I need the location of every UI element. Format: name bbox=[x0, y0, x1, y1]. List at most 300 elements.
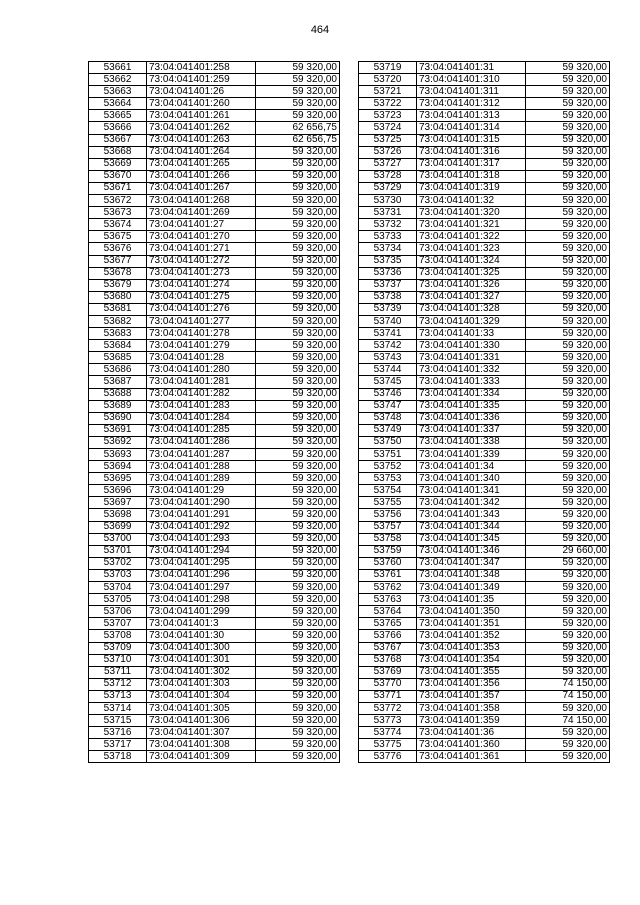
row-number-cell: 53741 bbox=[359, 328, 417, 340]
cadastral-number-cell: 73:04:041401:260 bbox=[147, 98, 256, 110]
table-row bbox=[89, 231, 340, 243]
row-number-cell: 53711 bbox=[89, 666, 147, 678]
cadastral-number-cell: 73:04:041401:262 bbox=[147, 122, 256, 134]
cadastral-number-cell: 73:04:041401:357 bbox=[417, 690, 526, 702]
table-row bbox=[89, 606, 340, 618]
row-number-cell: 53691 bbox=[89, 424, 147, 436]
row-number-cell: 53737 bbox=[359, 279, 417, 291]
cadastral-number-cell: 73:04:041401:349 bbox=[417, 582, 526, 594]
table-row bbox=[359, 255, 610, 267]
row-number-cell: 53726 bbox=[359, 146, 417, 158]
value-cell: 59 320,00 bbox=[526, 195, 610, 207]
row-number-cell: 53722 bbox=[359, 98, 417, 110]
row-number-cell: 53754 bbox=[359, 485, 417, 497]
table-row bbox=[89, 449, 340, 461]
row-number-cell: 53687 bbox=[89, 376, 147, 388]
right-register-table bbox=[358, 61, 610, 763]
value-cell: 59 320,00 bbox=[256, 678, 340, 690]
cadastral-number-cell: 73:04:041401:345 bbox=[417, 533, 526, 545]
value-cell: 59 320,00 bbox=[256, 461, 340, 473]
value-cell: 59 320,00 bbox=[526, 497, 610, 509]
value-cell: 59 320,00 bbox=[526, 461, 610, 473]
cadastral-number-cell: 73:04:041401:259 bbox=[147, 74, 256, 86]
table-row bbox=[359, 328, 610, 340]
value-cell: 62 656,75 bbox=[256, 122, 340, 134]
cadastral-number-cell: 73:04:041401:330 bbox=[417, 340, 526, 352]
row-number-cell: 53770 bbox=[359, 678, 417, 690]
table-row bbox=[89, 485, 340, 497]
table-row bbox=[89, 352, 340, 364]
cadastral-number-cell: 73:04:041401:272 bbox=[147, 255, 256, 267]
row-number-cell: 53676 bbox=[89, 243, 147, 255]
value-cell: 59 320,00 bbox=[526, 727, 610, 739]
table-row bbox=[359, 654, 610, 666]
table-row bbox=[359, 74, 610, 86]
cadastral-number-cell: 73:04:041401:347 bbox=[417, 557, 526, 569]
value-cell: 59 320,00 bbox=[526, 182, 610, 194]
cadastral-number-cell: 73:04:041401:30 bbox=[147, 630, 256, 642]
cadastral-number-cell: 73:04:041401:261 bbox=[147, 110, 256, 122]
row-number-cell: 53670 bbox=[89, 170, 147, 182]
row-number-cell: 53775 bbox=[359, 739, 417, 751]
row-number-cell: 53707 bbox=[89, 618, 147, 630]
table-row bbox=[359, 231, 610, 243]
value-cell: 59 320,00 bbox=[526, 243, 610, 255]
cadastral-number-cell: 73:04:041401:276 bbox=[147, 303, 256, 315]
value-cell: 59 320,00 bbox=[256, 666, 340, 678]
cadastral-number-cell: 73:04:041401:338 bbox=[417, 436, 526, 448]
value-cell: 59 320,00 bbox=[526, 122, 610, 134]
row-number-cell: 53705 bbox=[89, 594, 147, 606]
value-cell: 59 320,00 bbox=[526, 642, 610, 654]
cadastral-number-cell: 73:04:041401:343 bbox=[417, 509, 526, 521]
row-number-cell: 53733 bbox=[359, 231, 417, 243]
value-cell: 59 320,00 bbox=[256, 654, 340, 666]
cadastral-number-cell: 73:04:041401:274 bbox=[147, 279, 256, 291]
cadastral-number-cell: 73:04:041401:284 bbox=[147, 412, 256, 424]
value-cell: 59 320,00 bbox=[256, 436, 340, 448]
value-cell: 59 320,00 bbox=[526, 449, 610, 461]
row-number-cell: 53755 bbox=[359, 497, 417, 509]
table-row bbox=[89, 739, 340, 751]
value-cell: 59 320,00 bbox=[526, 291, 610, 303]
row-number-cell: 53696 bbox=[89, 485, 147, 497]
table-row bbox=[359, 86, 610, 98]
table-row bbox=[89, 497, 340, 509]
cadastral-number-cell: 73:04:041401:267 bbox=[147, 182, 256, 194]
cadastral-number-cell: 73:04:041401:27 bbox=[147, 219, 256, 231]
value-cell: 59 320,00 bbox=[526, 255, 610, 267]
table-row bbox=[89, 74, 340, 86]
table-row bbox=[89, 291, 340, 303]
value-cell: 59 320,00 bbox=[526, 352, 610, 364]
value-cell: 59 320,00 bbox=[526, 86, 610, 98]
value-cell: 59 320,00 bbox=[256, 727, 340, 739]
row-number-cell: 53704 bbox=[89, 582, 147, 594]
table-row bbox=[89, 702, 340, 714]
value-cell: 74 150,00 bbox=[526, 690, 610, 702]
table-row bbox=[89, 98, 340, 110]
cadastral-number-cell: 73:04:041401:322 bbox=[417, 231, 526, 243]
row-number-cell: 53714 bbox=[89, 702, 147, 714]
table-row bbox=[359, 606, 610, 618]
cadastral-number-cell: 73:04:041401:270 bbox=[147, 231, 256, 243]
row-number-cell: 53679 bbox=[89, 279, 147, 291]
table-row bbox=[89, 654, 340, 666]
value-cell: 59 320,00 bbox=[256, 569, 340, 581]
cadastral-number-cell: 73:04:041401:280 bbox=[147, 364, 256, 376]
row-number-cell: 53728 bbox=[359, 170, 417, 182]
table-row bbox=[359, 158, 610, 170]
cadastral-number-cell: 73:04:041401:340 bbox=[417, 473, 526, 485]
row-number-cell: 53667 bbox=[89, 134, 147, 146]
row-number-cell: 53765 bbox=[359, 618, 417, 630]
row-number-cell: 53694 bbox=[89, 461, 147, 473]
value-cell: 59 320,00 bbox=[526, 158, 610, 170]
table-row bbox=[359, 739, 610, 751]
table-row bbox=[359, 751, 610, 763]
value-cell: 59 320,00 bbox=[256, 195, 340, 207]
row-number-cell: 53719 bbox=[359, 62, 417, 74]
value-cell: 59 320,00 bbox=[526, 702, 610, 714]
table-row bbox=[359, 533, 610, 545]
value-cell: 74 150,00 bbox=[526, 678, 610, 690]
row-number-cell: 53747 bbox=[359, 400, 417, 412]
row-number-cell: 53757 bbox=[359, 521, 417, 533]
value-cell: 59 320,00 bbox=[256, 557, 340, 569]
row-number-cell: 53752 bbox=[359, 461, 417, 473]
cadastral-number-cell: 73:04:041401:29 bbox=[147, 485, 256, 497]
table-row bbox=[89, 715, 340, 727]
value-cell: 59 320,00 bbox=[256, 630, 340, 642]
cadastral-number-cell: 73:04:041401:296 bbox=[147, 569, 256, 581]
value-cell: 59 320,00 bbox=[526, 739, 610, 751]
cadastral-number-cell: 73:04:041401:331 bbox=[417, 352, 526, 364]
cadastral-number-cell: 73:04:041401:273 bbox=[147, 267, 256, 279]
value-cell: 59 320,00 bbox=[256, 424, 340, 436]
cadastral-number-cell: 73:04:041401:292 bbox=[147, 521, 256, 533]
value-cell: 59 320,00 bbox=[256, 352, 340, 364]
row-number-cell: 53664 bbox=[89, 98, 147, 110]
cadastral-number-cell: 73:04:041401:283 bbox=[147, 400, 256, 412]
cadastral-number-cell: 73:04:041401:328 bbox=[417, 303, 526, 315]
row-number-cell: 53735 bbox=[359, 255, 417, 267]
cadastral-number-cell: 73:04:041401:266 bbox=[147, 170, 256, 182]
row-number-cell: 53776 bbox=[359, 751, 417, 763]
value-cell: 59 320,00 bbox=[526, 315, 610, 327]
row-number-cell: 53715 bbox=[89, 715, 147, 727]
table-row bbox=[359, 352, 610, 364]
value-cell: 59 320,00 bbox=[256, 412, 340, 424]
table-row bbox=[359, 182, 610, 194]
cadastral-number-cell: 73:04:041401:300 bbox=[147, 642, 256, 654]
table-row bbox=[359, 291, 610, 303]
value-cell: 59 320,00 bbox=[256, 376, 340, 388]
table-row bbox=[359, 569, 610, 581]
row-number-cell: 53675 bbox=[89, 231, 147, 243]
value-cell: 59 320,00 bbox=[526, 340, 610, 352]
value-cell: 59 320,00 bbox=[256, 146, 340, 158]
cadastral-number-cell: 73:04:041401:348 bbox=[417, 569, 526, 581]
cadastral-number-cell: 73:04:041401:290 bbox=[147, 497, 256, 509]
table-row bbox=[89, 690, 340, 702]
table-row bbox=[359, 122, 610, 134]
value-cell: 59 320,00 bbox=[526, 485, 610, 497]
cadastral-number-cell: 73:04:041401:278 bbox=[147, 328, 256, 340]
row-number-cell: 53709 bbox=[89, 642, 147, 654]
table-row bbox=[89, 376, 340, 388]
table-row bbox=[89, 412, 340, 424]
cadastral-number-cell: 73:04:041401:35 bbox=[417, 594, 526, 606]
cadastral-number-cell: 73:04:041401:294 bbox=[147, 545, 256, 557]
value-cell: 59 320,00 bbox=[256, 739, 340, 751]
value-cell: 59 320,00 bbox=[526, 400, 610, 412]
table-row bbox=[89, 727, 340, 739]
cadastral-number-cell: 73:04:041401:358 bbox=[417, 702, 526, 714]
value-cell: 59 320,00 bbox=[256, 219, 340, 231]
value-cell: 59 320,00 bbox=[256, 545, 340, 557]
table-row bbox=[89, 545, 340, 557]
row-number-cell: 53744 bbox=[359, 364, 417, 376]
table-row bbox=[89, 146, 340, 158]
cadastral-number-cell: 73:04:041401:332 bbox=[417, 364, 526, 376]
row-number-cell: 53678 bbox=[89, 267, 147, 279]
cadastral-number-cell: 73:04:041401:318 bbox=[417, 170, 526, 182]
row-number-cell: 53708 bbox=[89, 630, 147, 642]
cadastral-number-cell: 73:04:041401:277 bbox=[147, 315, 256, 327]
value-cell: 59 320,00 bbox=[256, 509, 340, 521]
table-row bbox=[359, 509, 610, 521]
row-number-cell: 53743 bbox=[359, 352, 417, 364]
value-cell: 59 320,00 bbox=[256, 388, 340, 400]
row-number-cell: 53692 bbox=[89, 436, 147, 448]
row-number-cell: 53706 bbox=[89, 606, 147, 618]
table-row bbox=[359, 702, 610, 714]
cadastral-number-cell: 73:04:041401:344 bbox=[417, 521, 526, 533]
table-row bbox=[89, 255, 340, 267]
value-cell: 59 320,00 bbox=[526, 594, 610, 606]
row-number-cell: 53669 bbox=[89, 158, 147, 170]
value-cell: 59 320,00 bbox=[256, 521, 340, 533]
value-cell: 59 320,00 bbox=[526, 436, 610, 448]
table-row bbox=[89, 618, 340, 630]
table-row bbox=[89, 328, 340, 340]
table-row bbox=[359, 62, 610, 74]
cadastral-number-cell: 73:04:041401:34 bbox=[417, 461, 526, 473]
value-cell: 59 320,00 bbox=[526, 62, 610, 74]
table-row bbox=[89, 751, 340, 763]
cadastral-number-cell: 73:04:041401:263 bbox=[147, 134, 256, 146]
row-number-cell: 53717 bbox=[89, 739, 147, 751]
row-number-cell: 53740 bbox=[359, 315, 417, 327]
table-row bbox=[89, 388, 340, 400]
table-row bbox=[359, 642, 610, 654]
table-row bbox=[359, 727, 610, 739]
cadastral-number-cell: 73:04:041401:301 bbox=[147, 654, 256, 666]
cadastral-number-cell: 73:04:041401:320 bbox=[417, 207, 526, 219]
table-row bbox=[89, 62, 340, 74]
row-number-cell: 53764 bbox=[359, 606, 417, 618]
row-number-cell: 53758 bbox=[359, 533, 417, 545]
table-row bbox=[359, 400, 610, 412]
value-cell: 59 320,00 bbox=[526, 509, 610, 521]
value-cell: 59 320,00 bbox=[526, 110, 610, 122]
row-number-cell: 53699 bbox=[89, 521, 147, 533]
left-register-table bbox=[88, 61, 340, 763]
row-number-cell: 53727 bbox=[359, 158, 417, 170]
row-number-cell: 53756 bbox=[359, 509, 417, 521]
cadastral-number-cell: 73:04:041401:281 bbox=[147, 376, 256, 388]
table-row bbox=[359, 110, 610, 122]
row-number-cell: 53748 bbox=[359, 412, 417, 424]
cadastral-number-cell: 73:04:041401:346 bbox=[417, 545, 526, 557]
row-number-cell: 53680 bbox=[89, 291, 147, 303]
value-cell: 59 320,00 bbox=[256, 182, 340, 194]
table-row bbox=[89, 582, 340, 594]
table-row bbox=[89, 158, 340, 170]
value-cell: 29 660,00 bbox=[526, 545, 610, 557]
table-row bbox=[89, 207, 340, 219]
cadastral-number-cell: 73:04:041401:315 bbox=[417, 134, 526, 146]
row-number-cell: 53697 bbox=[89, 497, 147, 509]
cadastral-number-cell: 73:04:041401:309 bbox=[147, 751, 256, 763]
cadastral-number-cell: 73:04:041401:306 bbox=[147, 715, 256, 727]
table-row bbox=[89, 122, 340, 134]
table-row bbox=[359, 195, 610, 207]
table-row bbox=[89, 630, 340, 642]
row-number-cell: 53710 bbox=[89, 654, 147, 666]
row-number-cell: 53759 bbox=[359, 545, 417, 557]
table-row bbox=[359, 485, 610, 497]
row-number-cell: 53701 bbox=[89, 545, 147, 557]
cadastral-number-cell: 73:04:041401:36 bbox=[417, 727, 526, 739]
row-number-cell: 53739 bbox=[359, 303, 417, 315]
value-cell: 59 320,00 bbox=[256, 170, 340, 182]
page-number: 464 bbox=[310, 24, 330, 36]
cadastral-number-cell: 73:04:041401:321 bbox=[417, 219, 526, 231]
value-cell: 59 320,00 bbox=[256, 110, 340, 122]
row-number-cell: 53698 bbox=[89, 509, 147, 521]
cadastral-number-cell: 73:04:041401:329 bbox=[417, 315, 526, 327]
cadastral-number-cell: 73:04:041401:307 bbox=[147, 727, 256, 739]
cadastral-number-cell: 73:04:041401:282 bbox=[147, 388, 256, 400]
table-row bbox=[89, 170, 340, 182]
cadastral-number-cell: 73:04:041401:32 bbox=[417, 195, 526, 207]
row-number-cell: 53672 bbox=[89, 195, 147, 207]
row-number-cell: 53686 bbox=[89, 364, 147, 376]
table-row bbox=[359, 436, 610, 448]
cadastral-number-cell: 73:04:041401:302 bbox=[147, 666, 256, 678]
table-row bbox=[89, 400, 340, 412]
row-number-cell: 53763 bbox=[359, 594, 417, 606]
row-number-cell: 53683 bbox=[89, 328, 147, 340]
row-number-cell: 53769 bbox=[359, 666, 417, 678]
row-number-cell: 53682 bbox=[89, 315, 147, 327]
table-row bbox=[359, 340, 610, 352]
table-row bbox=[89, 642, 340, 654]
cadastral-number-cell: 73:04:041401:311 bbox=[417, 86, 526, 98]
cadastral-number-cell: 73:04:041401:312 bbox=[417, 98, 526, 110]
row-number-cell: 53712 bbox=[89, 678, 147, 690]
table-row bbox=[89, 303, 340, 315]
row-number-cell: 53753 bbox=[359, 473, 417, 485]
row-number-cell: 53662 bbox=[89, 74, 147, 86]
table-row bbox=[359, 315, 610, 327]
value-cell: 59 320,00 bbox=[256, 74, 340, 86]
table-row bbox=[359, 630, 610, 642]
table-row bbox=[89, 533, 340, 545]
cadastral-number-cell: 73:04:041401:351 bbox=[417, 618, 526, 630]
value-cell: 59 320,00 bbox=[256, 594, 340, 606]
value-cell: 59 320,00 bbox=[526, 654, 610, 666]
value-cell: 59 320,00 bbox=[526, 569, 610, 581]
cadastral-number-cell: 73:04:041401:336 bbox=[417, 412, 526, 424]
row-number-cell: 53731 bbox=[359, 207, 417, 219]
value-cell: 59 320,00 bbox=[256, 690, 340, 702]
value-cell: 59 320,00 bbox=[526, 279, 610, 291]
row-number-cell: 53671 bbox=[89, 182, 147, 194]
table-row bbox=[359, 473, 610, 485]
table-row bbox=[359, 279, 610, 291]
value-cell: 59 320,00 bbox=[256, 364, 340, 376]
row-number-cell: 53673 bbox=[89, 207, 147, 219]
cadastral-number-cell: 73:04:041401:326 bbox=[417, 279, 526, 291]
table-row bbox=[89, 461, 340, 473]
table-row bbox=[89, 569, 340, 581]
row-number-cell: 53693 bbox=[89, 449, 147, 461]
table-row bbox=[359, 678, 610, 690]
row-number-cell: 53767 bbox=[359, 642, 417, 654]
cadastral-number-cell: 73:04:041401:286 bbox=[147, 436, 256, 448]
cadastral-number-cell: 73:04:041401:3 bbox=[147, 618, 256, 630]
cadastral-number-cell: 73:04:041401:285 bbox=[147, 424, 256, 436]
row-number-cell: 53718 bbox=[89, 751, 147, 763]
row-number-cell: 53681 bbox=[89, 303, 147, 315]
cadastral-number-cell: 73:04:041401:26 bbox=[147, 86, 256, 98]
row-number-cell: 53734 bbox=[359, 243, 417, 255]
cadastral-number-cell: 73:04:041401:327 bbox=[417, 291, 526, 303]
cadastral-number-cell: 73:04:041401:360 bbox=[417, 739, 526, 751]
cadastral-number-cell: 73:04:041401:305 bbox=[147, 702, 256, 714]
cadastral-number-cell: 73:04:041401:275 bbox=[147, 291, 256, 303]
table-row bbox=[359, 690, 610, 702]
value-cell: 59 320,00 bbox=[256, 255, 340, 267]
table-row bbox=[89, 134, 340, 146]
table-row bbox=[359, 207, 610, 219]
table-row bbox=[359, 219, 610, 231]
value-cell: 59 320,00 bbox=[256, 267, 340, 279]
right-table-body bbox=[359, 62, 610, 763]
value-cell: 59 320,00 bbox=[256, 400, 340, 412]
cadastral-number-cell: 73:04:041401:314 bbox=[417, 122, 526, 134]
cadastral-number-cell: 73:04:041401:258 bbox=[147, 62, 256, 74]
row-number-cell: 53716 bbox=[89, 727, 147, 739]
value-cell: 59 320,00 bbox=[526, 388, 610, 400]
table-row bbox=[89, 509, 340, 521]
table-row bbox=[89, 436, 340, 448]
row-number-cell: 53761 bbox=[359, 569, 417, 581]
row-number-cell: 53721 bbox=[359, 86, 417, 98]
cadastral-number-cell: 73:04:041401:334 bbox=[417, 388, 526, 400]
table-row bbox=[359, 170, 610, 182]
cadastral-number-cell: 73:04:041401:304 bbox=[147, 690, 256, 702]
table-row bbox=[359, 557, 610, 569]
value-cell: 59 320,00 bbox=[526, 98, 610, 110]
value-cell: 59 320,00 bbox=[526, 630, 610, 642]
table-row bbox=[89, 424, 340, 436]
cadastral-number-cell: 73:04:041401:359 bbox=[417, 715, 526, 727]
table-row bbox=[359, 594, 610, 606]
